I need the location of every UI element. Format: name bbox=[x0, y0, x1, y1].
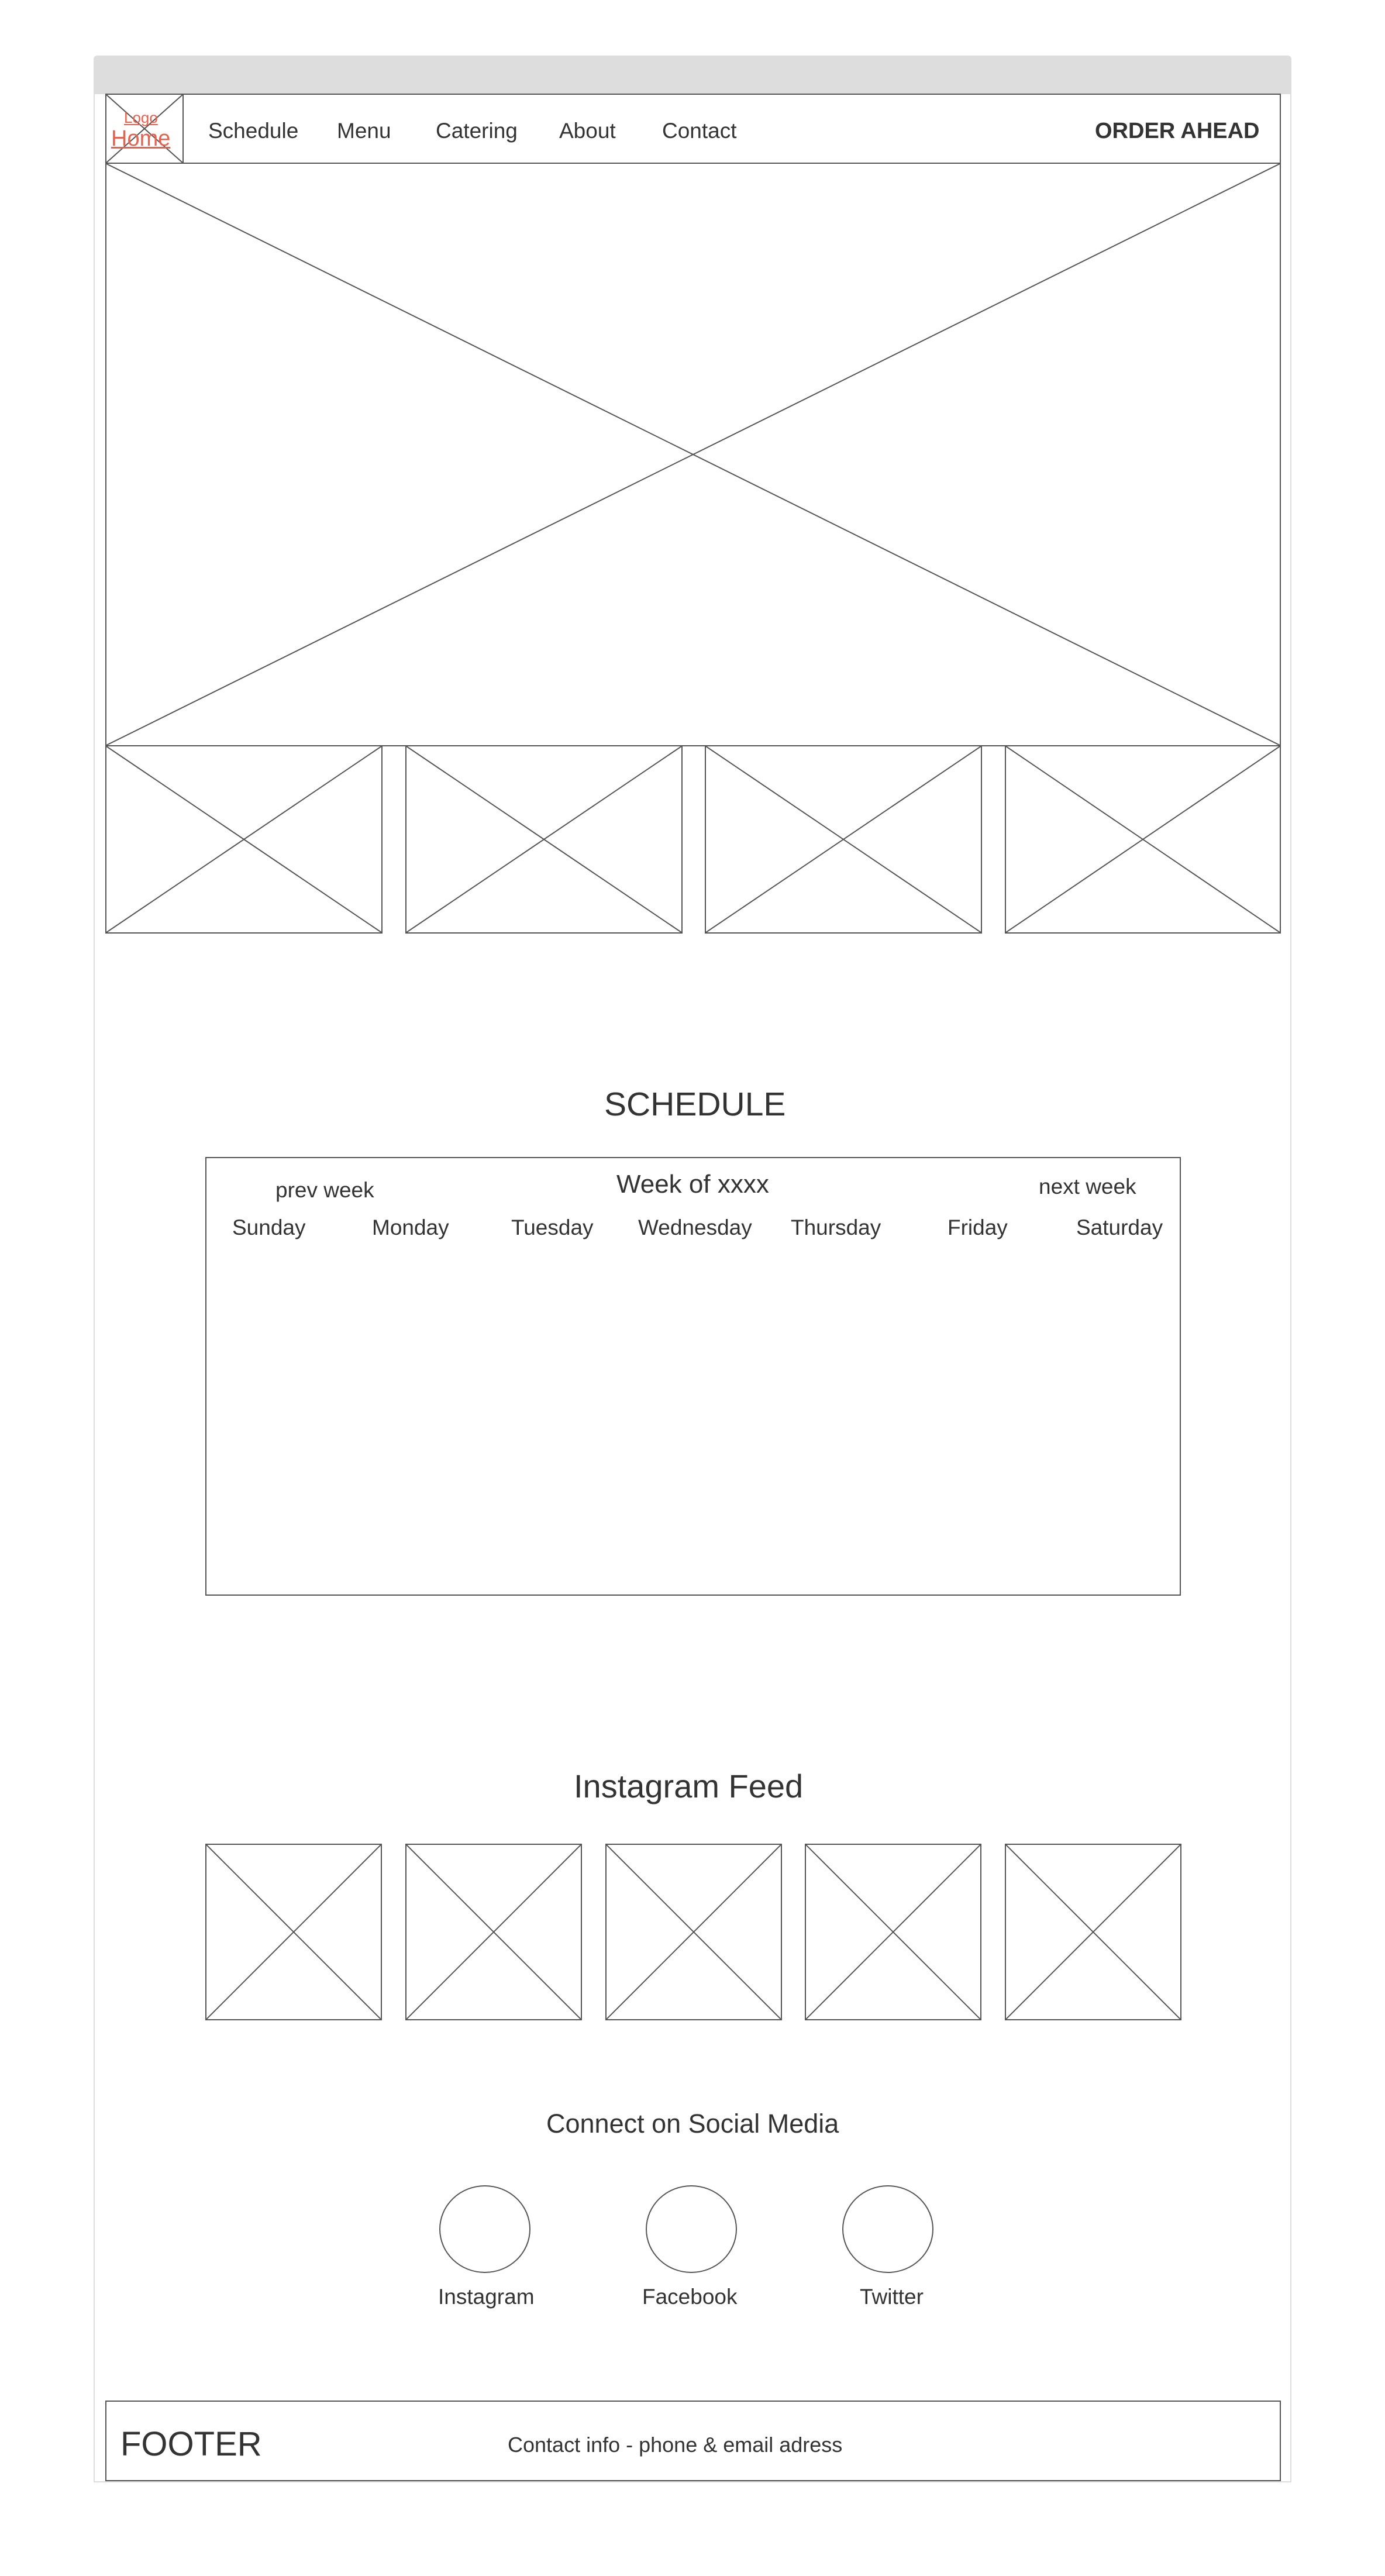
instagram-post-placeholder[interactable] bbox=[605, 1844, 782, 2020]
nav-about[interactable]: About bbox=[559, 119, 616, 143]
day-header-thursday: Thursday bbox=[791, 1215, 881, 1239]
browser-title-bar bbox=[94, 56, 1291, 94]
twitter-icon[interactable] bbox=[842, 2185, 933, 2273]
day-header-tuesday: Tuesday bbox=[511, 1215, 594, 1239]
instagram-feed-heading: Instagram Feed bbox=[574, 1768, 804, 1804]
thumbnail-image-placeholder[interactable] bbox=[105, 745, 383, 934]
nav-contact[interactable]: Contact bbox=[662, 119, 737, 143]
instagram-post-placeholder[interactable] bbox=[1005, 1844, 1181, 2020]
logo-label: Logo bbox=[124, 109, 158, 126]
instagram-post-placeholder[interactable] bbox=[805, 1844, 981, 2020]
instagram-post-placeholder[interactable] bbox=[405, 1844, 582, 2020]
prev-week-button[interactable]: prev week bbox=[275, 1178, 374, 1202]
social-media-heading: Connect on Social Media bbox=[546, 2109, 839, 2138]
next-week-button[interactable]: next week bbox=[1039, 1175, 1136, 1199]
nav-catering[interactable]: Catering bbox=[436, 119, 518, 143]
home-link[interactable]: Home bbox=[111, 126, 171, 151]
day-header-monday: Monday bbox=[372, 1215, 449, 1239]
day-header-saturday: Saturday bbox=[1076, 1215, 1163, 1239]
week-title: Week of xxxx bbox=[616, 1170, 769, 1199]
day-header-wednesday: Wednesday bbox=[638, 1215, 752, 1239]
instagram-link-label[interactable]: Instagram bbox=[438, 2285, 535, 2309]
hero-image-placeholder bbox=[105, 163, 1281, 746]
instagram-icon[interactable] bbox=[439, 2185, 530, 2273]
nav-menu[interactable]: Menu bbox=[337, 119, 391, 143]
footer-contact-info: Contact info - phone & email adress bbox=[508, 2433, 843, 2457]
instagram-post-placeholder[interactable] bbox=[205, 1844, 382, 2020]
twitter-link-label[interactable]: Twitter bbox=[860, 2285, 924, 2309]
facebook-icon[interactable] bbox=[646, 2185, 737, 2273]
day-header-friday: Friday bbox=[948, 1215, 1008, 1239]
thumbnail-image-placeholder[interactable] bbox=[405, 745, 683, 934]
nav-schedule[interactable]: Schedule bbox=[208, 119, 299, 143]
schedule-heading: SCHEDULE bbox=[604, 1086, 786, 1123]
thumbnail-image-placeholder[interactable] bbox=[705, 745, 982, 934]
thumbnail-image-placeholder[interactable] bbox=[1005, 745, 1281, 934]
order-ahead-button[interactable]: ORDER AHEAD bbox=[1095, 119, 1260, 143]
day-header-sunday: Sunday bbox=[232, 1215, 306, 1239]
footer-title: FOOTER bbox=[120, 2425, 262, 2463]
facebook-link-label[interactable]: Facebook bbox=[642, 2285, 738, 2309]
